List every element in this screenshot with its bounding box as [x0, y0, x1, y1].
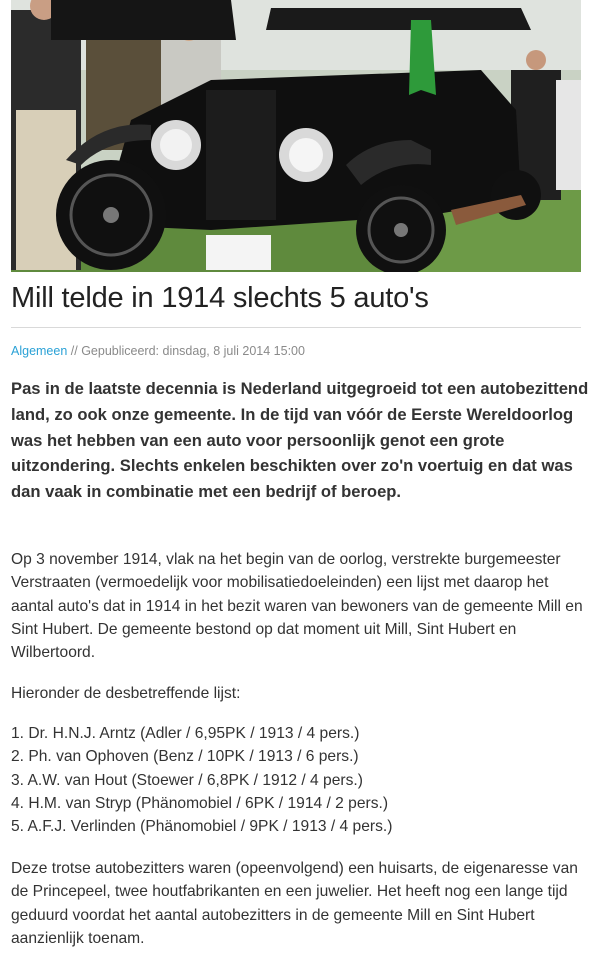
list-item: 2. Ph. van Ophoven (Benz / 10PK / 1913 / 6 pers.): [11, 748, 359, 766]
article-paragraph: Hieronder de desbetreffende lijst:: [11, 685, 241, 702]
article-title: Mill telde in 1914 slechts 5 auto's: [11, 282, 429, 314]
article-paragraph: Op 3 november 1914, vlak na het begin van de oorlog, verstrekte burgemeester Verstraaten (vermoedelijk voor mobilisatiedoeleinden) een lijst met daarop het aantal auto's dat in 1914 in het bezit waren van bewoners van de gemeente Mill en Sint Hubert. De gemeente bestond op dat moment uit Mill, Sint Hubert en Wilbertoord.: [11, 551, 583, 662]
list-item: 3. A.W. van Hout (Stoewer / 6,8PK / 1912 / 4 pers.): [11, 771, 363, 789]
article-meta: [11, 344, 305, 358]
list-item: 1. Dr. H.N.J. Arntz (Adler / 6,95PK / 1913 / 4 pers.): [11, 725, 360, 742]
article-hero-image: [11, 0, 581, 272]
list-item: 5. A.F.J. Verlinden (Phänomobiel / 9PK / 1913 / 4 pers.): [11, 818, 393, 836]
article-lead: Pas in de laatste decennia is Nederland uitgegroeid tot een autobezittend land, zo ook onze gemeente. In de tijd van vóór de Eerste Wereldoorlog was het hebben van een auto voor persoonlijk genot een grote uitzondering. Slechts enkelen beschikten over zo'n voertuig en dat was dan vaak in combinatie met een bedrijf of beroep.: [11, 379, 589, 502]
article-paragraph: Deze trotse autobezitters waren (opeenvolgend) een huisarts, de eigenaresse van de Princepeel, twee houtfabrikanten en een juwelier. Het heeft nog een lange tijd geduurd voordat het aantal autobezitters in de gemeente Mill en Sint Hubert aanzienlijk toenam.: [11, 860, 578, 947]
publish-date: // Gepubliceerd: dinsdag, 8 juli 2014 15:00: [67, 344, 305, 358]
list-item: 4. H.M. van Stryp (Phänomobiel / 6PK / 1914 / 2 pers.): [11, 794, 389, 812]
car-owner-list: [11, 722, 589, 838]
category-link[interactable]: Algemeen: [11, 344, 68, 358]
title-divider: [11, 327, 581, 328]
